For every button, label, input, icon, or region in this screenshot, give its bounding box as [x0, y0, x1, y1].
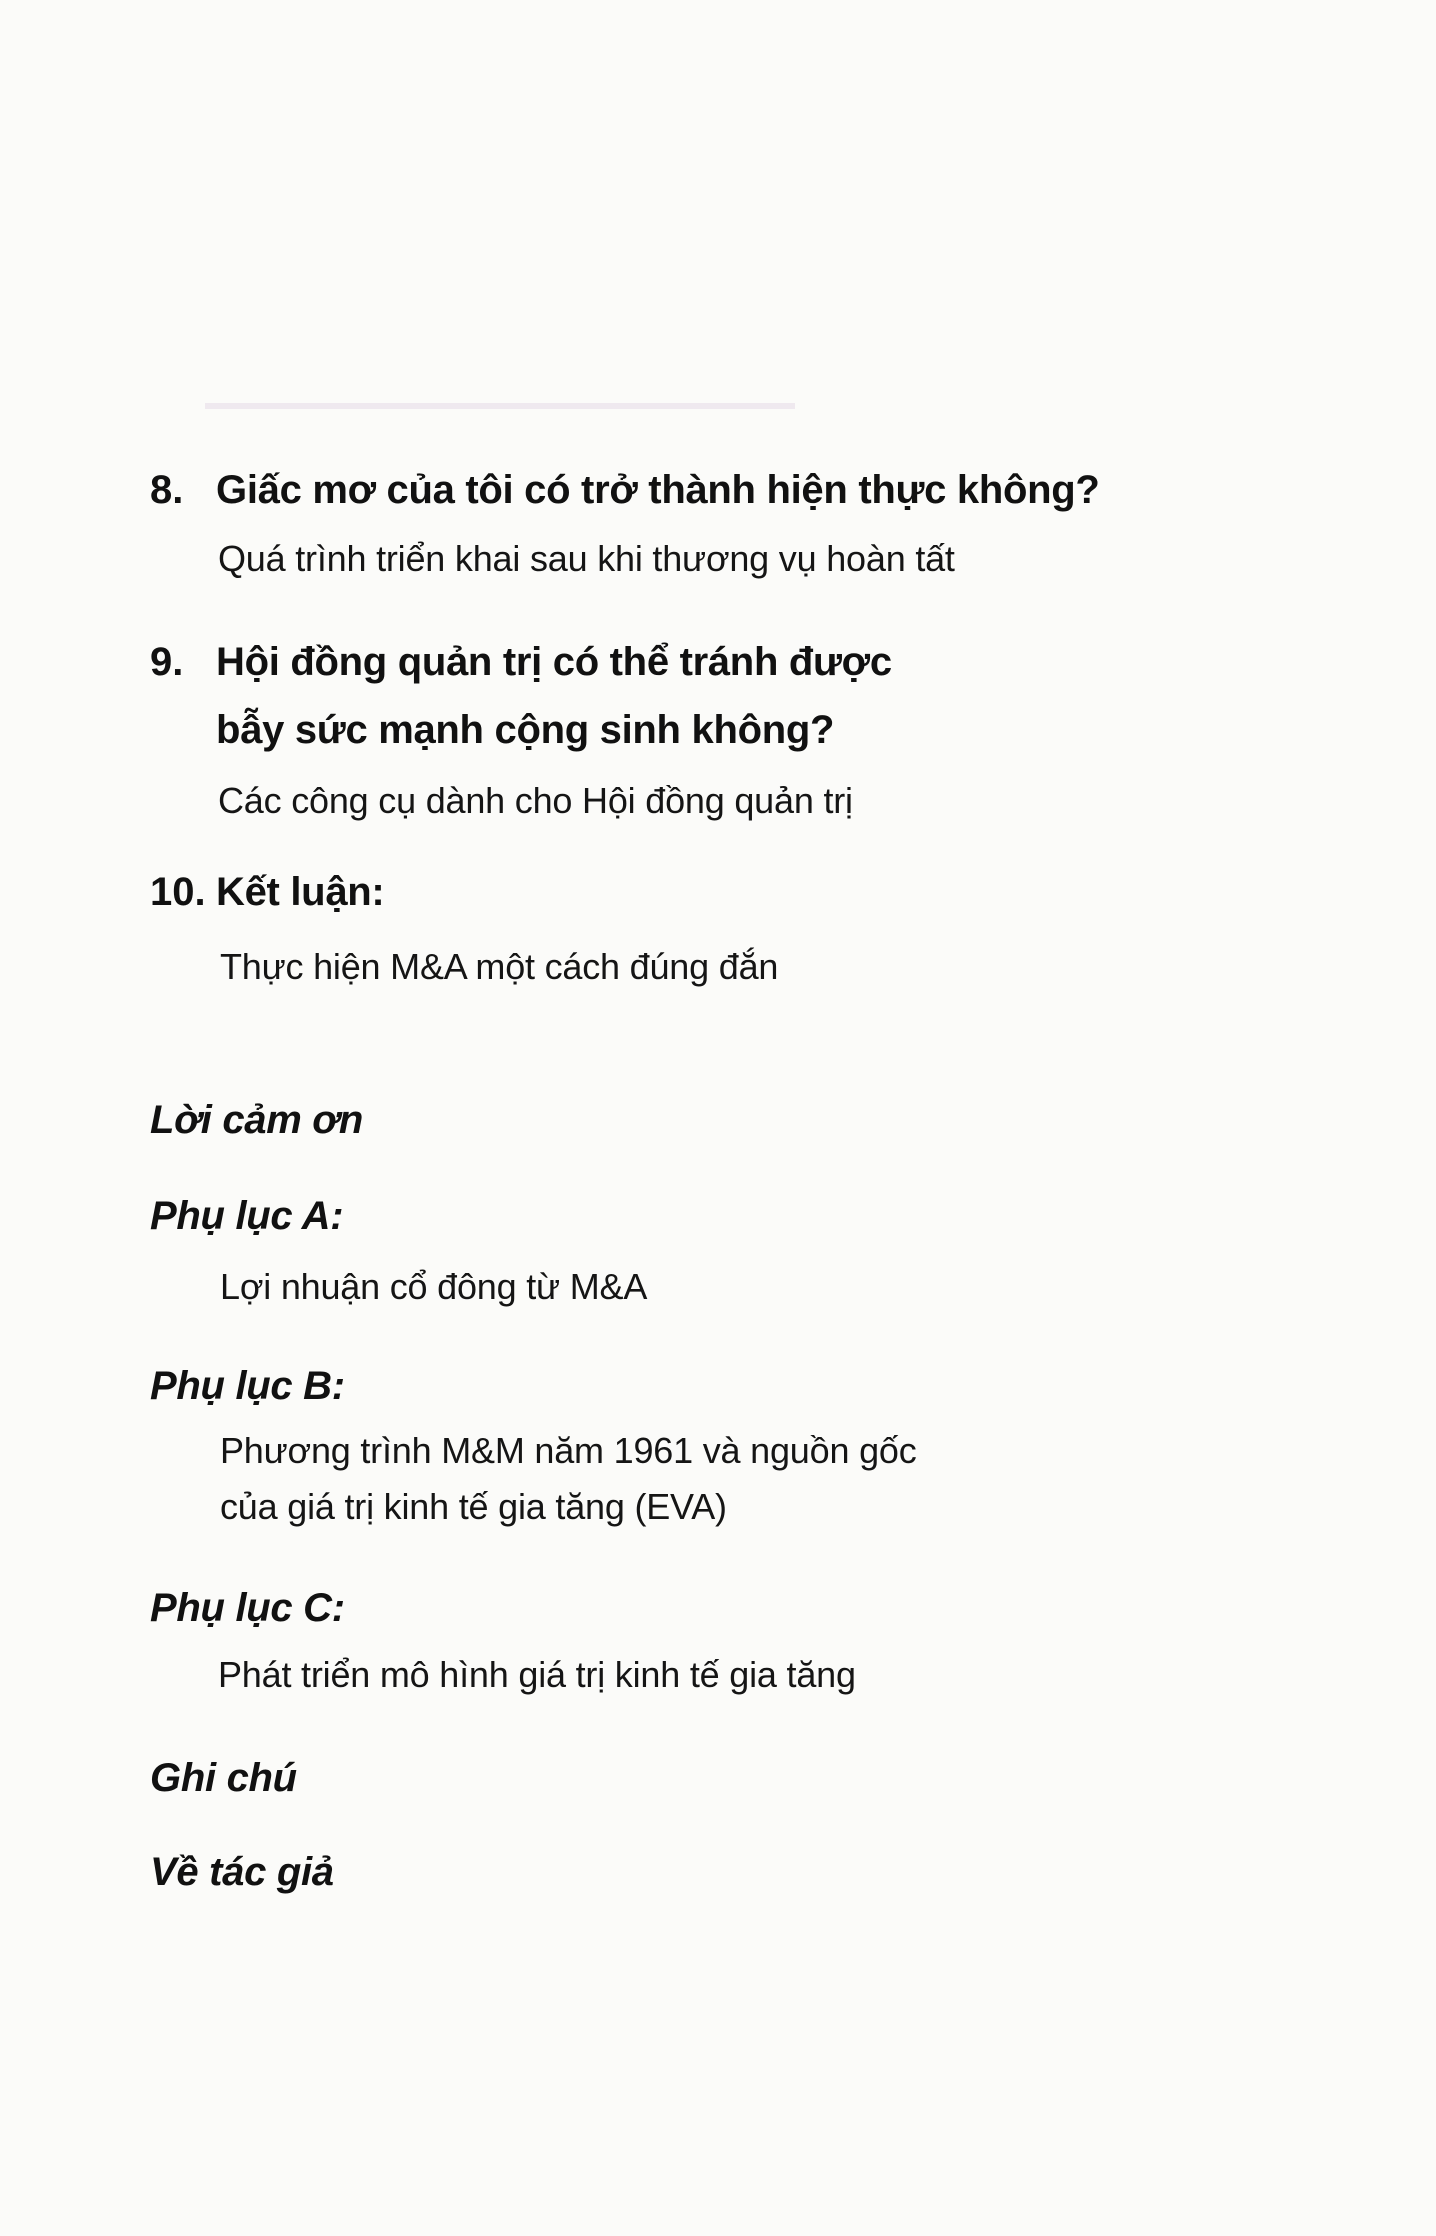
section-title: Phụ lục A:: [150, 1194, 344, 1238]
chapter-title-line-2: bẫy sức mạnh cộng sinh không?: [216, 708, 835, 752]
section-title: Phụ lục C:: [150, 1586, 345, 1630]
chapter-subtitle: Thực hiện M&A một cách đúng đắn: [220, 946, 779, 987]
chapter-title-line-1: Hội đồng quản trị có thể tránh được: [216, 640, 892, 684]
section-title: Phụ lục B:: [150, 1364, 345, 1408]
chapter-title: Giấc mơ của tôi có trở thành hiện thực không?: [216, 468, 1100, 512]
chapter-subtitle: Các công cụ dành cho Hội đồng quản trị: [218, 780, 853, 821]
section-subtitle: Lợi nhuận cổ đông từ M&A: [220, 1266, 648, 1307]
section-subtitle-line-2: của giá trị kinh tế gia tăng (EVA): [220, 1486, 727, 1527]
section-title: Về tác giả: [150, 1850, 334, 1894]
chapter-number: 9.: [150, 640, 184, 684]
section-subtitle-line-1: Phương trình M&M năm 1961 và nguồn gốc: [220, 1430, 917, 1471]
section-title: Ghi chú: [150, 1756, 297, 1800]
chapter-title: Kết luận:: [216, 870, 385, 914]
chapter-number: 8.: [150, 468, 184, 512]
section-subtitle: Phát triển mô hình giá trị kinh tế gia tăng: [218, 1654, 856, 1695]
chapter-subtitle: Quá trình triển khai sau khi thương vụ hoàn tất: [218, 538, 955, 579]
section-title: Lời cảm ơn: [150, 1098, 363, 1142]
chapter-number: 10.: [150, 870, 206, 914]
